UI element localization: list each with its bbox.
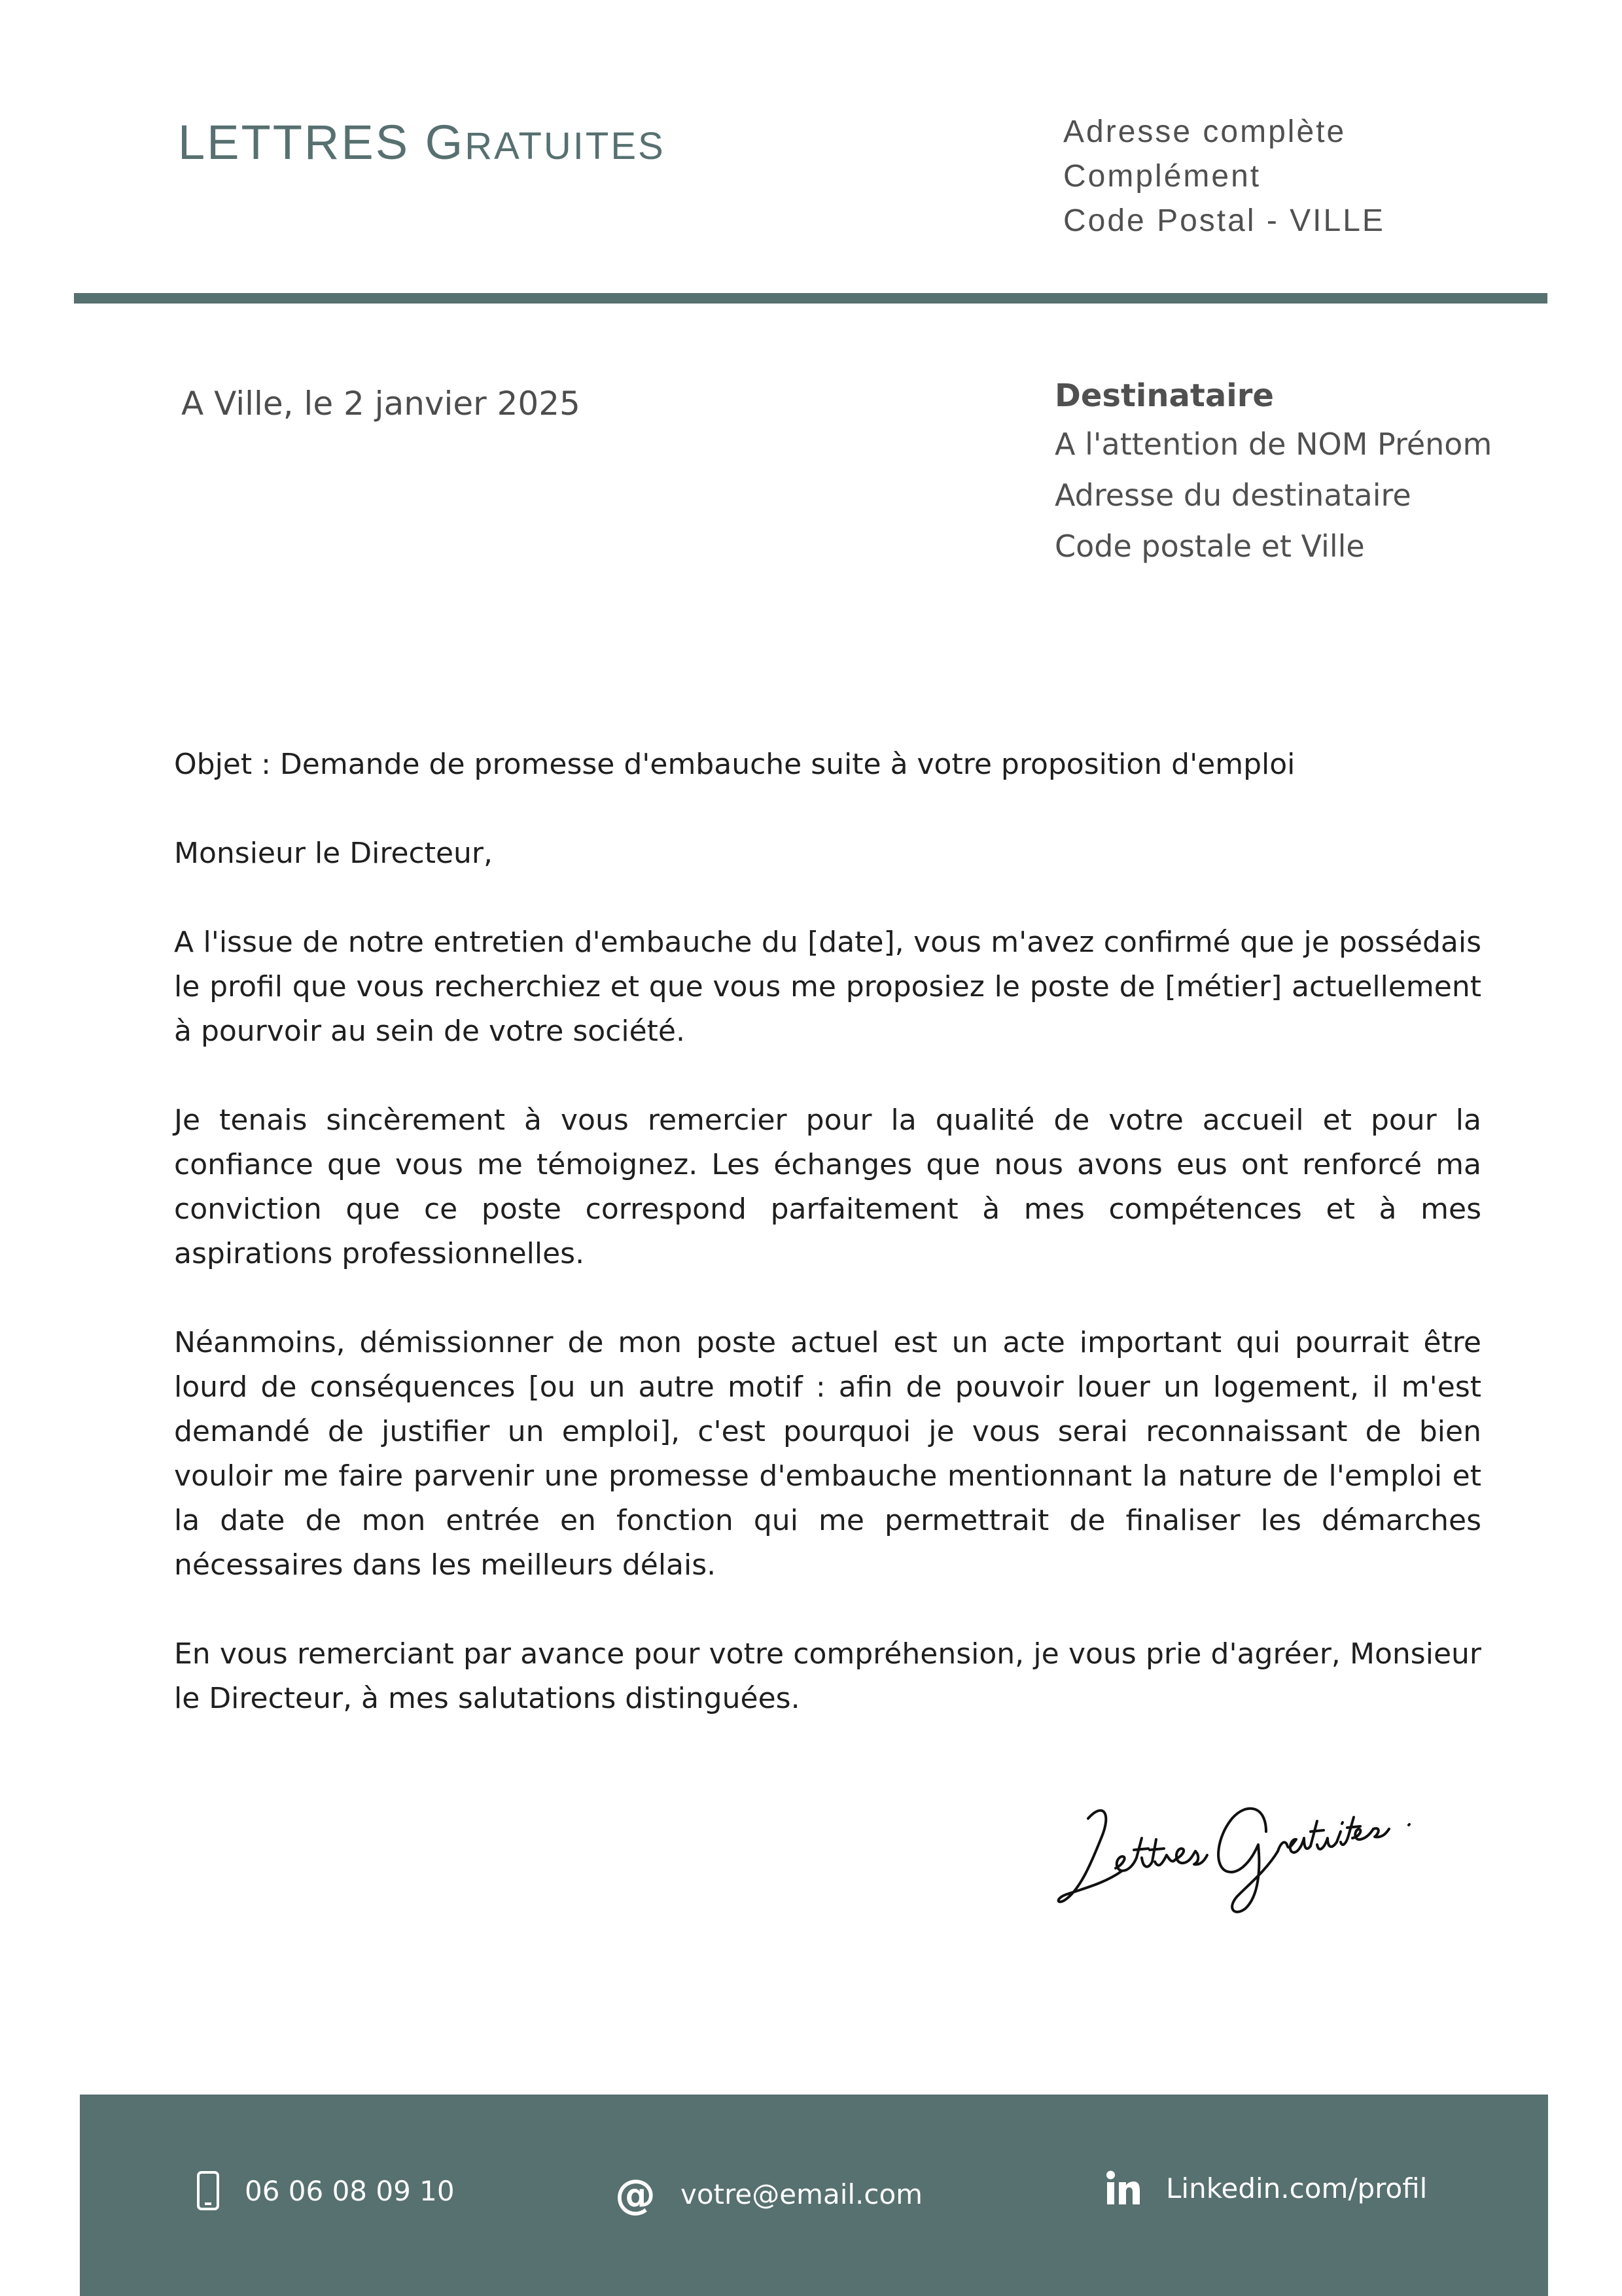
letter-paragraph: A l'issue de notre entretien d'embauche du [date], vous m'avez confirmé que je possédais le profil que vous recherchiez et que vous me proposiez le poste de [métier] actuellement à pourvoir au sein de votre société.	[174, 926, 1481, 1048]
at-sign-icon: @	[615, 2170, 656, 2218]
letter-subject: Objet : Demande de promesse d'embauche suite à votre proposition d'emploi	[174, 748, 1296, 781]
email-text: votre@email.com	[680, 2178, 923, 2210]
brand-word-1: LETTRES	[178, 115, 410, 169]
linkedin-text: Linkedin.com/profil	[1166, 2172, 1428, 2204]
recipient-line: A l'attention de NOM Prénom	[1055, 426, 1492, 462]
letter-paragraph: En vous remerciant par avance pour votre compréhension, je vous prie d'agréer, Monsieur le Directeur, à mes salutations distinguées.	[174, 1637, 1481, 1715]
letter-salutation: Monsieur le Directeur,	[174, 837, 493, 870]
footer-linkedin[interactable]	[1106, 2170, 1427, 2206]
sender-address-line: Complément	[1063, 159, 1261, 194]
recipient-line: Adresse du destinataire	[1055, 478, 1411, 513]
signature	[1050, 1740, 1430, 1917]
recipient-title: Destinataire	[1055, 377, 1274, 414]
sender-address	[1063, 110, 1385, 243]
recipient-block	[1055, 373, 1492, 572]
phone-text: 06 06 08 09 10	[245, 2174, 455, 2207]
sender-address-line: Adresse complète	[1063, 114, 1347, 149]
brand-word-2-rest: RATUITES	[465, 125, 665, 167]
footer-phone[interactable]	[196, 2170, 455, 2211]
linkedin-icon	[1106, 2170, 1141, 2206]
header-divider	[74, 293, 1547, 304]
letter-paragraph: Je tenais sincèrement à vous remercier pour la qualité de votre accueil et pour la confiance que vous me témoignez. Les échanges que nous avons eus ont renforcé ma conviction que ce poste correspond parfaitement à mes compétences et à mes aspirations professionnelles.	[174, 1104, 1481, 1270]
brand-word-2-initial: G	[425, 115, 465, 169]
letter-body	[174, 742, 1481, 1765]
recipient-line: Code postale et Ville	[1055, 529, 1365, 564]
date-line: A Ville, le 2 janvier 2025	[181, 385, 580, 423]
sender-address-line: Code Postal - VILLE	[1063, 203, 1385, 238]
letter-paragraph: Néanmoins, démissionner de mon poste actuel est un acte important qui pourrait être lourd de conséquences [ou un autre motif : afin de pouvoir louer un logement, il m'est demandé de justifier un emploi], c'est pourquoi je vous serai reconnaissant de bien vouloir me faire parvenir une promesse d'embauche mentionnant la nature de l'emploi et la date de mon entrée en fonction qui me permettrait de finaliser les démarches nécessaires dans les meilleurs délais.	[174, 1326, 1481, 1582]
footer-email[interactable]	[615, 2170, 923, 2218]
brand-title	[178, 114, 665, 170]
phone-icon	[196, 2170, 220, 2211]
